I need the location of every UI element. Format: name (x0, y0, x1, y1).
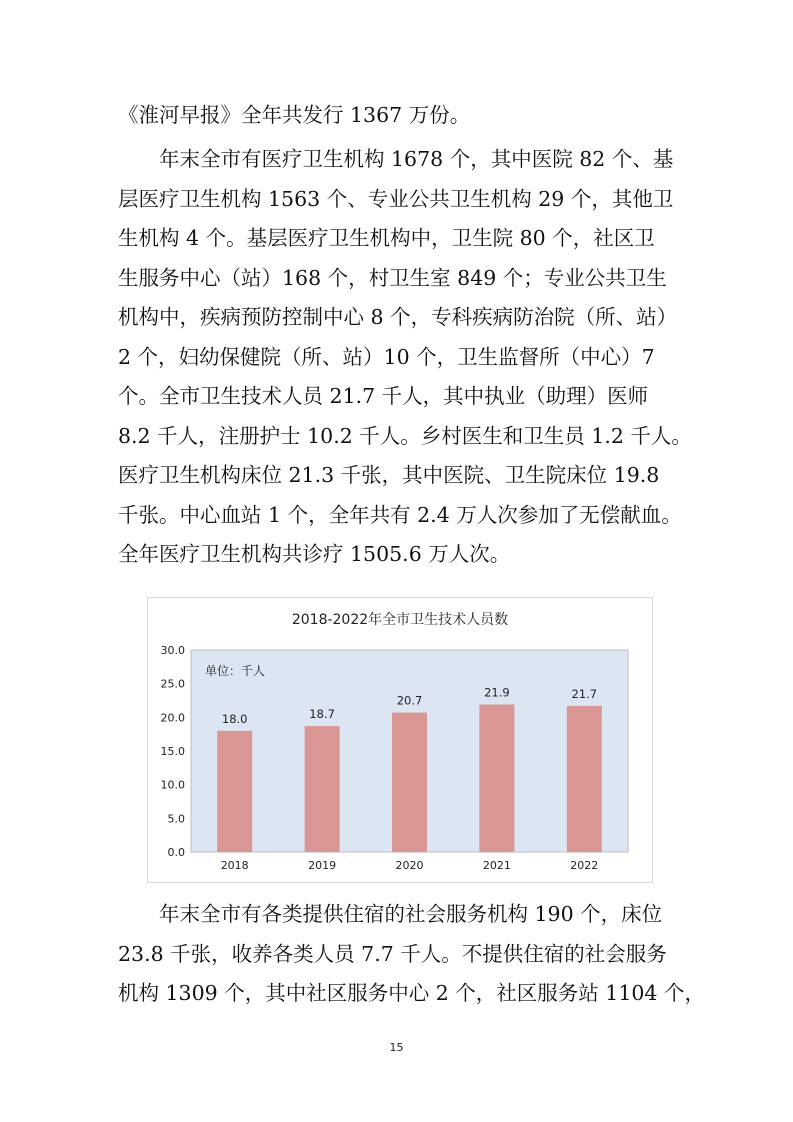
bar-2018 (217, 731, 252, 852)
text-line: 生机构 4 个。基层医疗卫生机构中，卫生院 80 个，社区卫 (118, 226, 655, 250)
chart-health-technicians (147, 597, 653, 883)
text-line: 医疗卫生机构床位 21.3 千张，其中医院、卫生院床位 19.8 (118, 463, 660, 487)
y-tick-label: 20.0 (160, 711, 185, 725)
text-line: 23.8 千张，收养各类人员 7.7 千人。不提供住宿的社会服务 (118, 941, 667, 966)
y-tick-label: 0.0 (167, 846, 185, 859)
bar-2022 (567, 706, 602, 852)
page-number: 15 (389, 1041, 404, 1054)
text-line: 机构中，疾病预防控制中心 8 个，专科疾病防治院（所、站） (118, 305, 678, 329)
bar-2020 (392, 713, 427, 852)
text-line: 机构 1309 个，其中社区服务中心 2 个，社区服务站 1104 个， (118, 981, 705, 1005)
x-tick-label: 2019 (308, 859, 337, 872)
paragraph-social-services (118, 895, 705, 1014)
x-tick-label: 2021 (482, 859, 511, 872)
text-line: 千张。中心血站 1 个，全年共有 2.4 万人次参加了无偿献血。 (118, 502, 682, 527)
unit-label: 单位：千人 (205, 664, 266, 678)
data-label-2021: 21.9 (484, 685, 510, 700)
x-tick-label: 2022 (570, 859, 599, 872)
data-label-2020: 20.7 (396, 693, 423, 708)
y-tick-label: 25.0 (160, 677, 185, 691)
x-tick-label: 2020 (395, 859, 424, 872)
text-line: 年末全市有医疗卫生机构 1678 个，其中医院 82 个、基 (159, 147, 674, 171)
data-label-2018: 18.0 (221, 711, 248, 726)
text-line: 层医疗卫生机构 1563 个、专业公共卫生机构 29 个，其他卫 (118, 186, 674, 211)
y-tick-label: 5.0 (167, 812, 185, 826)
y-tick-label: 30.0 (160, 644, 185, 657)
text-line: 8.2 千人，注册护士 10.2 千人。乡村医生和卫生员 1.2 千人。 (118, 423, 692, 448)
bar-chart (148, 598, 652, 882)
text-line: 个。全市卫生技术人员 21.7 千人，其中执业（助理）医师 (118, 384, 649, 408)
text-line: 2 个，妇幼保健院（所、站）10 个，卫生监督所（中心）7 (118, 344, 655, 369)
text-line: 《淮河早报》全年共发行 1367 万份。 (118, 103, 471, 127)
text-line: 年末全市有各类提供住宿的社会服务机构 190 个，床位 (159, 902, 663, 926)
x-tick-label: 2018 (220, 859, 249, 872)
y-tick-label: 10.0 (160, 778, 185, 792)
paragraph-health (118, 140, 692, 575)
chart-title: 2018-2022年全市卫生技术人员数 (291, 612, 509, 628)
text-line: 生服务中心（站）168 个，村卫生室 849 个；专业公共卫生 (118, 265, 667, 290)
bar-2021 (479, 705, 514, 852)
y-tick-label: 15.0 (160, 745, 185, 758)
text-line: 全年医疗卫生机构共诊疗 1505.6 万人次。 (118, 542, 511, 566)
data-label-2022: 21.7 (571, 686, 598, 701)
bar-2019 (305, 726, 340, 852)
paragraph-newspaper (118, 96, 678, 136)
data-label-2019: 18.7 (309, 707, 335, 722)
